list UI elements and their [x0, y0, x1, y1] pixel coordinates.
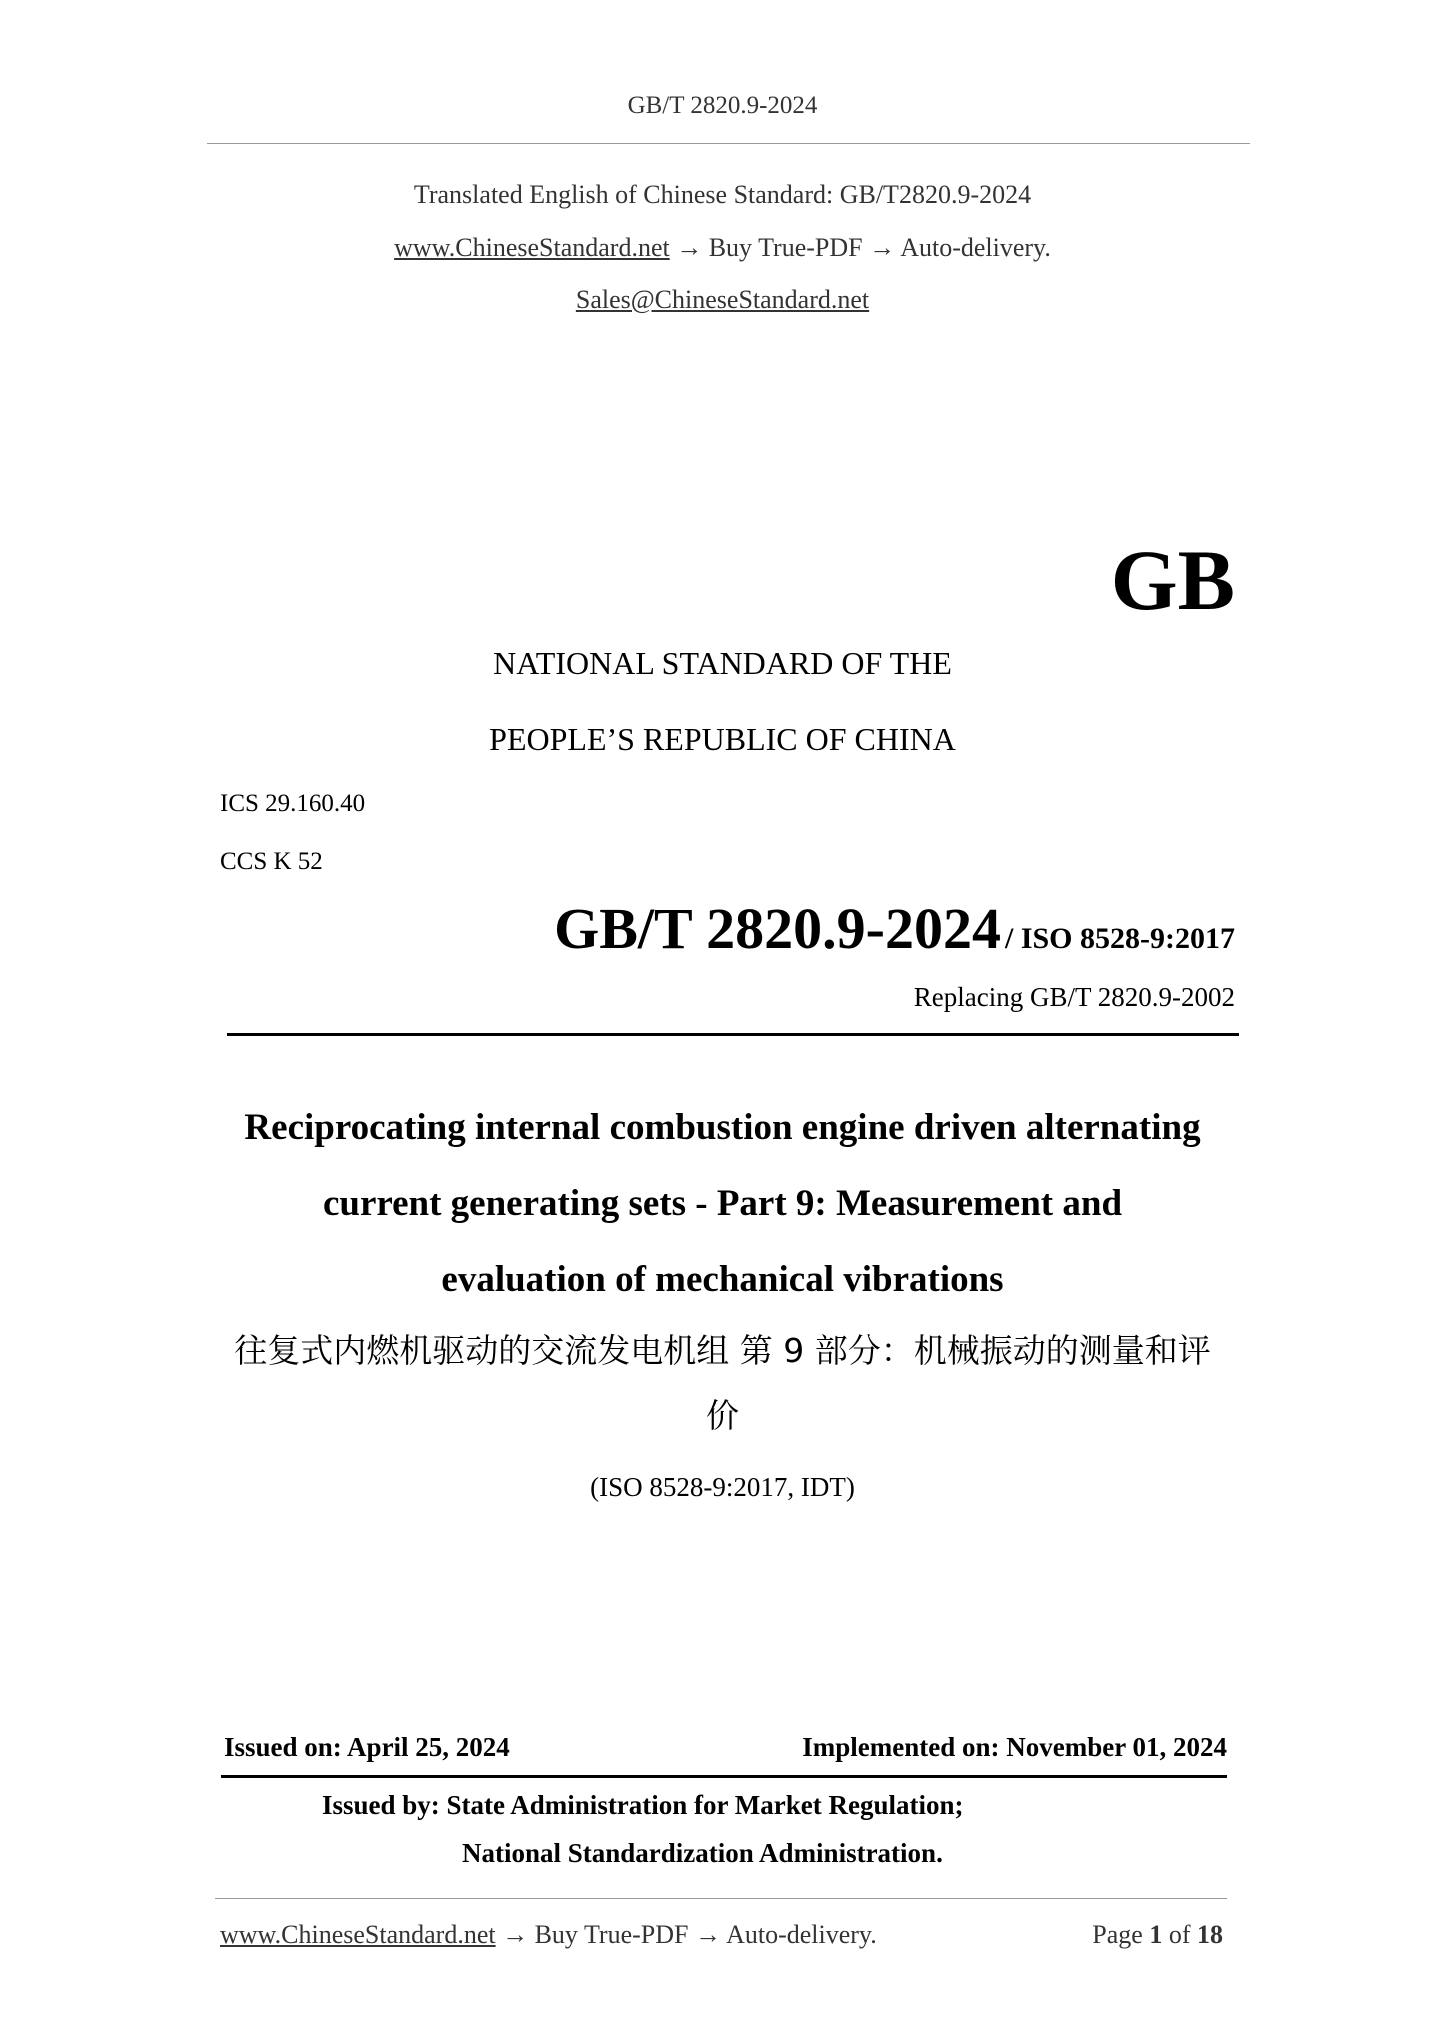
- translated-notice: Translated English of Chinese Standard: GB/T2820.9-2024: [413, 180, 1032, 209]
- replacing-note: Replacing GB/T 2820.9-2002: [913, 982, 1235, 1012]
- of-word: of: [1168, 1920, 1191, 1949]
- running-head: GB/T 2820.9-2024: [627, 92, 818, 119]
- title-divider: [227, 1033, 1239, 1036]
- dates-divider: [221, 1775, 1227, 1778]
- sales-line: [0, 285, 1445, 315]
- arrow-right-icon: →: [869, 233, 896, 262]
- english-title-line: Reciprocating internal combustion engine driven alternating: [244, 1107, 1201, 1148]
- chinese-title-line: 往复式内燃机驱动的交流发电机组 第 9 部分：机械振动的测量和评: [234, 1331, 1211, 1370]
- buy-text: Buy True-PDF: [708, 233, 863, 262]
- issued-by-line2: National Standardization Administration.: [462, 1838, 943, 1868]
- arrow-right-icon: →: [676, 233, 703, 262]
- purchase-line: [0, 233, 1445, 263]
- delivery-text: Auto-delivery.: [900, 233, 1051, 262]
- footer-site-link[interactable]: www.ChineseStandard.net: [220, 1920, 496, 1949]
- english-title: [200, 1090, 1245, 1318]
- english-title-line: current generating sets - Part 9: Measurement and: [322, 1183, 1123, 1224]
- national-standard-line1: NATIONAL STANDARD OF THE: [493, 645, 952, 681]
- sales-email-link[interactable]: Sales@ChineseStandard.net: [575, 285, 870, 314]
- header-divider: [207, 143, 1250, 144]
- arrow-right-icon: →: [502, 1920, 529, 1949]
- national-standard-line2: PEOPLE’S REPUBLIC OF CHINA: [489, 721, 956, 757]
- chinese-title: [200, 1318, 1245, 1448]
- page-indicator: [1092, 1920, 1223, 1950]
- page-total: 18: [1197, 1920, 1223, 1949]
- iso-reference: / ISO 8528-9:2017: [1004, 922, 1235, 955]
- footer-delivery-text: Auto-delivery.: [726, 1920, 877, 1949]
- site-link[interactable]: www.ChineseStandard.net: [394, 233, 670, 262]
- standard-number: [554, 895, 1235, 962]
- ccs-code: CCS K 52: [220, 848, 323, 875]
- footer-buy-text: Buy True-PDF: [534, 1920, 689, 1949]
- page-word: Page: [1092, 1920, 1143, 1949]
- chinese-title-line: 价: [706, 1396, 739, 1435]
- gb-mark: GB: [1110, 532, 1235, 628]
- arrow-right-icon: →: [695, 1920, 721, 1949]
- footer-divider: [215, 1898, 1227, 1899]
- footer-purchase-line: [220, 1920, 877, 1950]
- standard-number-main: GB/T 2820.9-2024: [554, 896, 1001, 961]
- english-title-line: evaluation of mechanical vibrations: [441, 1259, 1004, 1300]
- identical-adoption: (ISO 8528-9:2017, IDT): [590, 1472, 855, 1502]
- issued-date: Issued on: April 25, 2024: [224, 1732, 510, 1762]
- issued-by-line1: Issued by: State Administration for Market Regulation;: [322, 1790, 964, 1820]
- implemented-date: Implemented on: November 01, 2024: [802, 1732, 1227, 1762]
- page-current: 1: [1149, 1920, 1163, 1949]
- ics-code: ICS 29.160.40: [220, 790, 366, 817]
